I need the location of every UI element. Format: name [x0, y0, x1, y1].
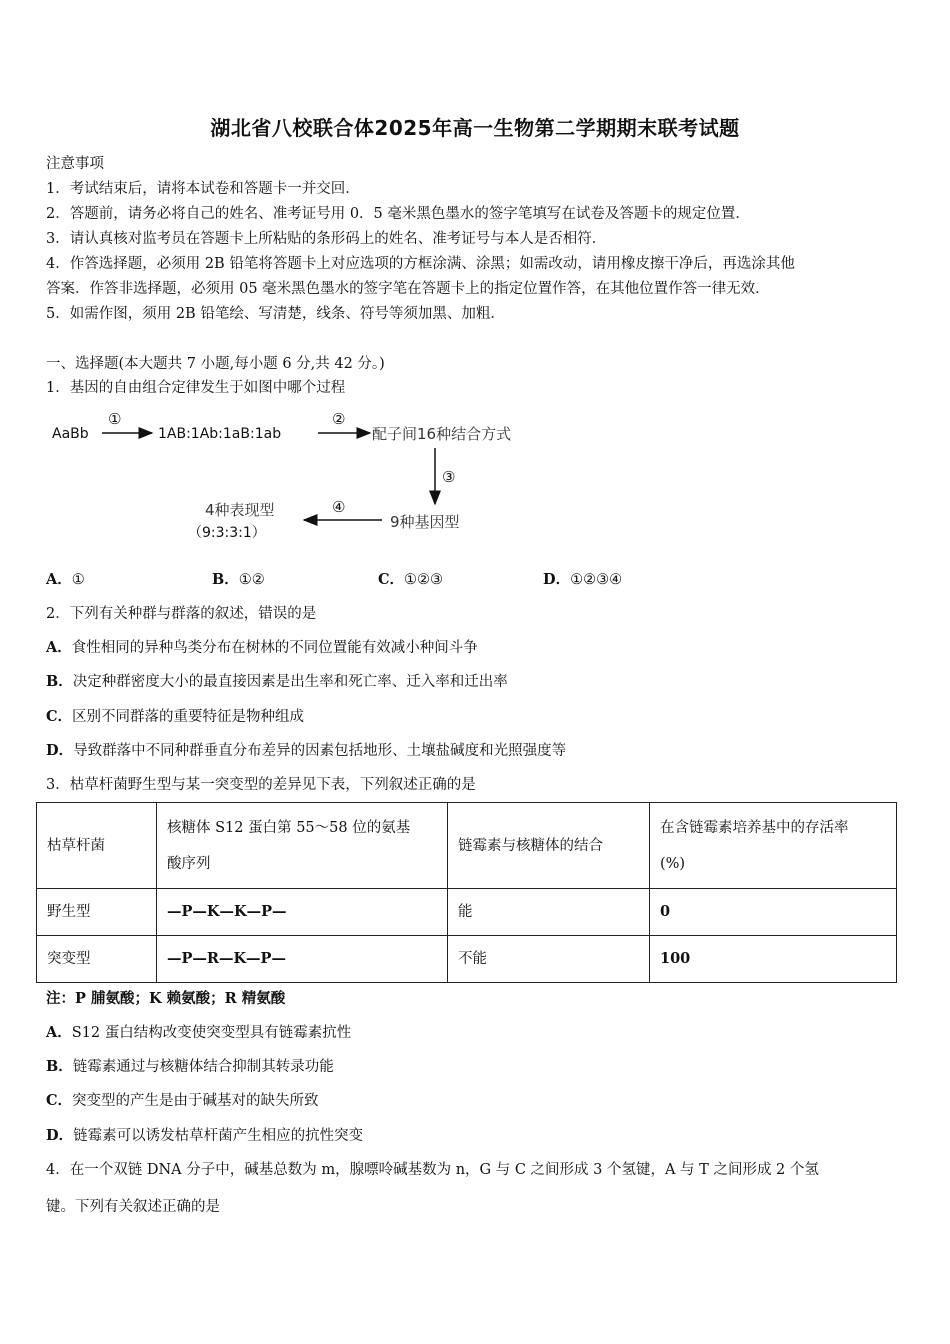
option-key: D． — [46, 742, 74, 759]
option-key: C． — [46, 1092, 73, 1109]
table-row — [37, 889, 897, 936]
q3-option-a — [46, 1021, 351, 1042]
q4-stem-line-1: 4．在一个双链 DNA 分子中，碱基总数为 m，腺嘌呤碱基数为 n，G 与 C 之间形成 3 个氢键，A 与 T 之间形成 2 个氢 — [46, 1162, 819, 1178]
table-cell: —P—K—K—P— — [157, 889, 448, 936]
header-cell: 链霉素与核糖体的结合 — [448, 803, 650, 889]
section-heading: 一、选择题(本大题共 7 小题,每小题 6 分,共 42 分。) — [46, 356, 385, 372]
step-1-label: ① — [108, 410, 122, 428]
notice-heading: 注意事项 — [46, 156, 104, 172]
notice-item-1: 1．考试结束后，请将本试卷和答题卡一并交回． — [46, 181, 360, 197]
q2-option-c — [46, 705, 304, 726]
table-cell: 突变型 — [37, 936, 157, 983]
q1-option-c — [378, 568, 443, 589]
option-text: ①② — [238, 572, 265, 588]
q3-option-b — [46, 1055, 334, 1076]
option-text: 导致群落中不同种群垂直分布差异的因素包括地形、土壤盐碱度和光照强度等 — [73, 743, 567, 759]
option-text: ① — [71, 572, 85, 588]
option-text: 食性相同的异种鸟类分布在树林的不同位置能有效减小种间斗争 — [71, 640, 478, 656]
q2-option-b — [46, 670, 508, 691]
q3-note: 注：P 脯氨酸；K 赖氨酸；R 精氨酸 — [46, 990, 286, 1007]
q4-stem-line-2: 键。下列有关叙述正确的是 — [46, 1199, 220, 1215]
diagram-genotypes: 9种基因型 — [390, 513, 460, 531]
notice-item-5: 5．如需作图，须用 2B 铅笔绘、写清楚，线条、符号等须加黑、加粗． — [46, 306, 505, 322]
q1-option-d — [543, 568, 622, 589]
option-key: B． — [46, 1058, 73, 1075]
table-row — [37, 936, 897, 983]
q3-option-d — [46, 1124, 363, 1145]
option-text: ①②③④ — [570, 572, 623, 588]
diagram-gametes: 1AB:1Ab:1aB:1ab — [158, 426, 282, 442]
option-key: B． — [212, 571, 239, 588]
diagram-combos: 配子间16种结合方式 — [372, 425, 512, 443]
q2-option-d — [46, 739, 566, 760]
option-key: D． — [543, 571, 571, 588]
header-cell — [157, 803, 448, 889]
option-text: 链霉素可以诱发枯草杆菌产生相应的抗性突变 — [73, 1128, 364, 1144]
option-key: D． — [46, 1127, 74, 1144]
option-key: B． — [46, 673, 73, 690]
diagram-start: AaBb — [52, 426, 89, 442]
q1-option-a — [46, 568, 85, 589]
header-line: 核糖体 S12 蛋白第 55～58 位的氨基 — [167, 819, 411, 836]
q3-data-table — [36, 802, 897, 983]
step-2-label: ② — [332, 410, 346, 428]
table-cell: 不能 — [448, 936, 650, 983]
header-line: (%) — [660, 855, 686, 872]
table-cell: 能 — [448, 889, 650, 936]
header-line: 酸序列 — [167, 855, 211, 872]
q1-option-b — [212, 568, 265, 589]
q1-stem: 1．基因的自由组合定律发生于如图中哪个过程 — [46, 380, 346, 396]
diagram-ratio: （9:3:3:1） — [188, 525, 266, 541]
notice-item-4: 4．作答选择题，必须用 2B 铅笔将答题卡上对应选项的方框涂满、涂黑；如需改动，请用橡皮擦干净后，再选涂其他 — [46, 256, 795, 272]
option-text: 区别不同群落的重要特征是物种组成 — [72, 709, 305, 725]
header-cell — [650, 803, 897, 889]
q3-option-c — [46, 1089, 319, 1110]
header-cell: 枯草杆菌 — [37, 803, 157, 889]
page-title: 湖北省八校联合体2025年高一生物第二学期期末联考试题 — [210, 116, 740, 140]
option-key: C． — [46, 708, 73, 725]
option-text: 链霉素通过与核糖体结合抑制其转录功能 — [72, 1059, 334, 1075]
table-cell: 100 — [650, 936, 897, 983]
option-text: S12 蛋白结构改变使突变型具有链霉素抗性 — [71, 1025, 352, 1041]
option-key: A． — [46, 571, 72, 588]
q3-stem: 3．枯草杆菌野生型与某一突变型的差异见下表，下列叙述正确的是 — [46, 777, 476, 793]
q2-stem: 2．下列有关种群与群落的叙述，错误的是 — [46, 606, 317, 622]
table-cell: 野生型 — [37, 889, 157, 936]
option-text: 决定种群密度大小的最直接因素是出生率和死亡率、迁入率和迁出率 — [72, 674, 508, 690]
option-text: ①②③ — [404, 572, 444, 588]
notice-item-4-cont: 答案．作答非选择题，必须用 05 毫米黑色墨水的签字笔在答题卡上的指定位置作答，在其他位置作答一律无效． — [46, 281, 770, 297]
header-line: 在含链霉素培养基中的存活率 — [660, 819, 849, 836]
q2-option-a — [46, 636, 478, 657]
option-key: A． — [46, 1024, 72, 1041]
table-cell: 0 — [650, 889, 897, 936]
q1-process-diagram — [40, 400, 560, 550]
notice-item-3: 3．请认真核对监考员在答题卡上所粘贴的条形码上的姓名、准考证号与本人是否相符． — [46, 231, 607, 247]
notice-item-2: 2．答题前，请务必将自己的姓名、准考证号用 0．5 毫米黑色墨水的签字笔填写在试卷及答题卡的规定位置． — [46, 206, 750, 222]
step-4-label: ④ — [332, 498, 346, 516]
table-header-row — [37, 803, 897, 889]
table-cell: —P—R—K—P— — [157, 936, 448, 983]
step-3-label: ③ — [442, 468, 456, 486]
diagram-phenotypes: 4种表现型 — [205, 501, 275, 519]
option-key: A． — [46, 639, 72, 656]
option-text: 突变型的产生是由于碱基对的缺失所致 — [72, 1093, 319, 1109]
option-key: C． — [378, 571, 405, 588]
